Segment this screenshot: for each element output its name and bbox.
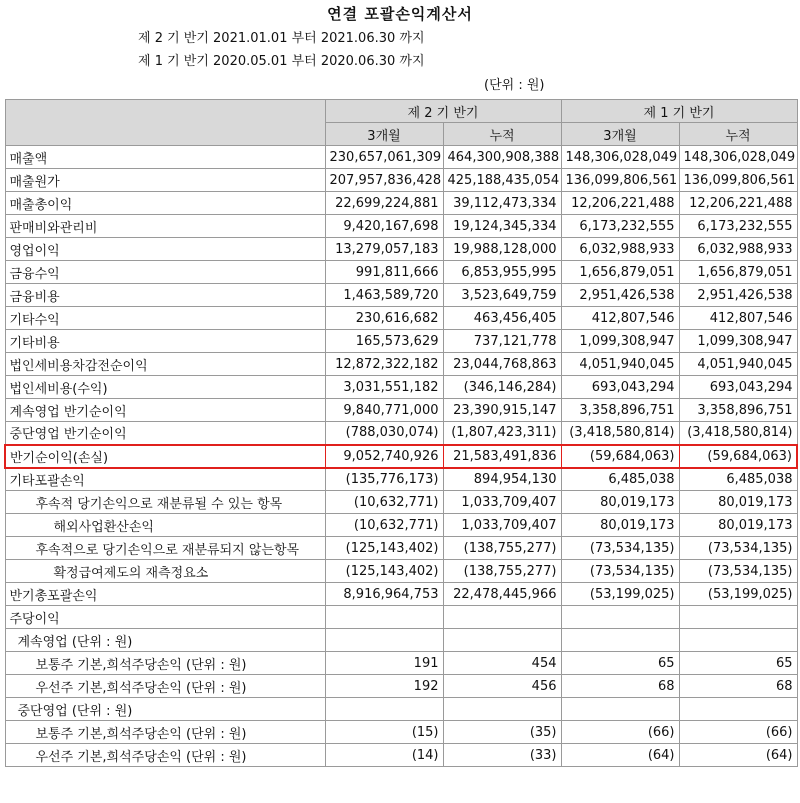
- row-label: 계속영업 (단위 : 원): [5, 629, 325, 652]
- row-value: 991,811,666: [325, 261, 443, 284]
- table-row: [5, 330, 797, 353]
- row-value: (73,534,135): [561, 537, 679, 560]
- row-value: 22,478,445,966: [443, 583, 561, 606]
- row-label: 주당이익: [5, 606, 325, 629]
- row-label: 매출액: [5, 146, 325, 169]
- income-statement-table: [4, 99, 798, 767]
- row-value: 1,033,709,407: [443, 491, 561, 514]
- row-value: 1,099,308,947: [679, 330, 797, 353]
- row-label: 기타비용: [5, 330, 325, 353]
- row-label: 반기순이익(손실): [5, 445, 325, 468]
- row-value: (788,030,074): [325, 422, 443, 445]
- row-value: 80,019,173: [561, 514, 679, 537]
- row-value: 148,306,028,049: [561, 146, 679, 169]
- row-value: (1,807,423,311): [443, 422, 561, 445]
- row-value: (138,755,277): [443, 537, 561, 560]
- table-row: [5, 698, 797, 721]
- header-label-cell: [5, 100, 325, 146]
- row-value: 3,031,551,182: [325, 376, 443, 399]
- row-value: [561, 629, 679, 652]
- row-value: [325, 629, 443, 652]
- row-label: 기타수익: [5, 307, 325, 330]
- table-row-highlighted: [5, 445, 797, 468]
- table-row: [5, 514, 797, 537]
- row-value: (73,534,135): [561, 560, 679, 583]
- table-row: [5, 491, 797, 514]
- row-value: 12,206,221,488: [679, 192, 797, 215]
- period-previous: 제 1 기 반기 2020.05.01 부터 2020.06.30 까지: [138, 54, 425, 69]
- table-row: [5, 192, 797, 215]
- row-value: [561, 698, 679, 721]
- row-value: 412,807,546: [561, 307, 679, 330]
- row-value: 463,456,405: [443, 307, 561, 330]
- row-label: 매출원가: [5, 169, 325, 192]
- table-row: [5, 583, 797, 606]
- row-value: 3,358,896,751: [679, 399, 797, 422]
- row-value: 148,306,028,049: [679, 146, 797, 169]
- table-row: [5, 169, 797, 192]
- row-value: [679, 629, 797, 652]
- table-row: [5, 238, 797, 261]
- row-label: 중단영업 (단위 : 원): [5, 698, 325, 721]
- row-value: 1,656,879,051: [679, 261, 797, 284]
- row-value: 65: [679, 652, 797, 675]
- row-value: 4,051,940,045: [561, 353, 679, 376]
- row-value: 3,358,896,751: [561, 399, 679, 422]
- row-value: 6,853,955,995: [443, 261, 561, 284]
- table-row: [5, 721, 797, 744]
- row-value: (73,534,135): [679, 537, 797, 560]
- row-value: 23,044,768,863: [443, 353, 561, 376]
- header-sub-previous-cum: 누적: [679, 123, 797, 146]
- row-value: 80,019,173: [679, 491, 797, 514]
- row-value: (53,199,025): [679, 583, 797, 606]
- row-value: 6,032,988,933: [561, 238, 679, 261]
- header-group-previous: 제 1 기 반기: [561, 100, 797, 123]
- row-value: (10,632,771): [325, 514, 443, 537]
- header-sub-current-3m: 3개월: [325, 123, 443, 146]
- row-label: 매출총이익: [5, 192, 325, 215]
- row-label: 법인세비용차감전순이익: [5, 353, 325, 376]
- row-value: 2,951,426,538: [561, 284, 679, 307]
- row-value: 136,099,806,561: [679, 169, 797, 192]
- row-label: 법인세비용(수익): [5, 376, 325, 399]
- row-value: 894,954,130: [443, 468, 561, 491]
- table-row: [5, 146, 797, 169]
- row-value: [679, 606, 797, 629]
- row-value: 165,573,629: [325, 330, 443, 353]
- row-value: (125,143,402): [325, 560, 443, 583]
- row-value: (3,418,580,814): [679, 422, 797, 445]
- row-value: (35): [443, 721, 561, 744]
- row-value: 9,052,740,926: [325, 445, 443, 468]
- row-value: (66): [561, 721, 679, 744]
- table-row: [5, 284, 797, 307]
- row-value: [561, 606, 679, 629]
- row-value: (15): [325, 721, 443, 744]
- row-label: 판매비와관리비: [5, 215, 325, 238]
- row-value: 192: [325, 675, 443, 698]
- row-value: 191: [325, 652, 443, 675]
- row-value: (59,684,063): [679, 445, 797, 468]
- row-value: 6,173,232,555: [561, 215, 679, 238]
- row-value: 39,112,473,334: [443, 192, 561, 215]
- header-row-group: [5, 100, 797, 123]
- row-value: (59,684,063): [561, 445, 679, 468]
- row-value: 1,033,709,407: [443, 514, 561, 537]
- row-value: (66): [679, 721, 797, 744]
- period-current: 제 2 기 반기 2021.01.01 부터 2021.06.30 까지: [138, 31, 425, 46]
- table-row: [5, 744, 797, 767]
- row-value: [325, 698, 443, 721]
- row-value: [443, 606, 561, 629]
- row-value: 80,019,173: [561, 491, 679, 514]
- row-label: 후속적으로 당기손익으로 재분류되지 않는항목: [5, 537, 325, 560]
- row-value: (53,199,025): [561, 583, 679, 606]
- row-value: (3,418,580,814): [561, 422, 679, 445]
- row-value: (138,755,277): [443, 560, 561, 583]
- table-row: [5, 376, 797, 399]
- row-value: 464,300,908,388: [443, 146, 561, 169]
- row-value: [325, 606, 443, 629]
- row-value: 68: [561, 675, 679, 698]
- row-value: 65: [561, 652, 679, 675]
- row-value: (73,534,135): [679, 560, 797, 583]
- row-value: 454: [443, 652, 561, 675]
- row-value: 19,988,128,000: [443, 238, 561, 261]
- row-value: 693,043,294: [679, 376, 797, 399]
- header-sub-previous-3m: 3개월: [561, 123, 679, 146]
- table-row: [5, 537, 797, 560]
- table-row: [5, 261, 797, 284]
- row-value: (33): [443, 744, 561, 767]
- row-value: [443, 629, 561, 652]
- row-label: 보통주 기본,희석주당손익 (단위 : 원): [5, 652, 325, 675]
- row-label: 중단영업 반기순이익: [5, 422, 325, 445]
- table-body: [5, 146, 797, 767]
- row-label: 반기총포괄손익: [5, 583, 325, 606]
- row-value: [443, 698, 561, 721]
- row-value: 456: [443, 675, 561, 698]
- row-label: 해외사업환산손익: [5, 514, 325, 537]
- row-value: 19,124,345,334: [443, 215, 561, 238]
- row-value: (14): [325, 744, 443, 767]
- row-value: 1,656,879,051: [561, 261, 679, 284]
- row-value: 1,099,308,947: [561, 330, 679, 353]
- row-value: (10,632,771): [325, 491, 443, 514]
- row-value: 693,043,294: [561, 376, 679, 399]
- header-group-current: 제 2 기 반기: [325, 100, 561, 123]
- row-value: 21,583,491,836: [443, 445, 561, 468]
- unit-label: (단위 : 원): [484, 78, 545, 93]
- row-value: 737,121,778: [443, 330, 561, 353]
- row-value: 230,616,682: [325, 307, 443, 330]
- row-value: 9,840,771,000: [325, 399, 443, 422]
- row-value: 3,523,649,759: [443, 284, 561, 307]
- row-label: 기타포괄손익: [5, 468, 325, 491]
- row-label: 우선주 기본,희석주당손익 (단위 : 원): [5, 675, 325, 698]
- table-row: [5, 215, 797, 238]
- row-value: 23,390,915,147: [443, 399, 561, 422]
- row-label: 후속적 당기손익으로 재분류될 수 있는 항목: [5, 491, 325, 514]
- row-value: 12,872,322,182: [325, 353, 443, 376]
- table-row: [5, 675, 797, 698]
- row-label: 금융비용: [5, 284, 325, 307]
- row-value: 22,699,224,881: [325, 192, 443, 215]
- row-value: 8,916,964,753: [325, 583, 443, 606]
- table-row: [5, 422, 797, 445]
- table-row: [5, 629, 797, 652]
- row-label: 계속영업 반기순이익: [5, 399, 325, 422]
- row-value: 2,951,426,538: [679, 284, 797, 307]
- table-row: [5, 468, 797, 491]
- row-value: 136,099,806,561: [561, 169, 679, 192]
- row-value: 12,206,221,488: [561, 192, 679, 215]
- row-value: 230,657,061,309: [325, 146, 443, 169]
- row-value: 68: [679, 675, 797, 698]
- row-label: 보통주 기본,희석주당손익 (단위 : 원): [5, 721, 325, 744]
- row-value: (346,146,284): [443, 376, 561, 399]
- header-sub-current-cum: 누적: [443, 123, 561, 146]
- row-value: 6,485,038: [679, 468, 797, 491]
- row-value: 4,051,940,045: [679, 353, 797, 376]
- table-row: [5, 560, 797, 583]
- table-row: [5, 353, 797, 376]
- row-value: 6,032,988,933: [679, 238, 797, 261]
- row-value: 207,957,836,428: [325, 169, 443, 192]
- row-value: [679, 698, 797, 721]
- row-value: 13,279,057,183: [325, 238, 443, 261]
- row-value: 6,173,232,555: [679, 215, 797, 238]
- row-value: (125,143,402): [325, 537, 443, 560]
- table-row: [5, 399, 797, 422]
- row-value: (64): [561, 744, 679, 767]
- row-value: (64): [679, 744, 797, 767]
- table-row: [5, 652, 797, 675]
- table-row: [5, 606, 797, 629]
- row-value: 1,463,589,720: [325, 284, 443, 307]
- row-value: 412,807,546: [679, 307, 797, 330]
- row-value: (135,776,173): [325, 468, 443, 491]
- row-value: 80,019,173: [679, 514, 797, 537]
- row-label: 우선주 기본,희석주당손익 (단위 : 원): [5, 744, 325, 767]
- row-value: 425,188,435,054: [443, 169, 561, 192]
- row-value: 9,420,167,698: [325, 215, 443, 238]
- row-value: 6,485,038: [561, 468, 679, 491]
- row-label: 영업이익: [5, 238, 325, 261]
- statement-title: 연결 포괄손익계산서: [327, 5, 473, 23]
- row-label: 금융수익: [5, 261, 325, 284]
- row-label: 확정급여제도의 재측정요소: [5, 560, 325, 583]
- table-row: [5, 307, 797, 330]
